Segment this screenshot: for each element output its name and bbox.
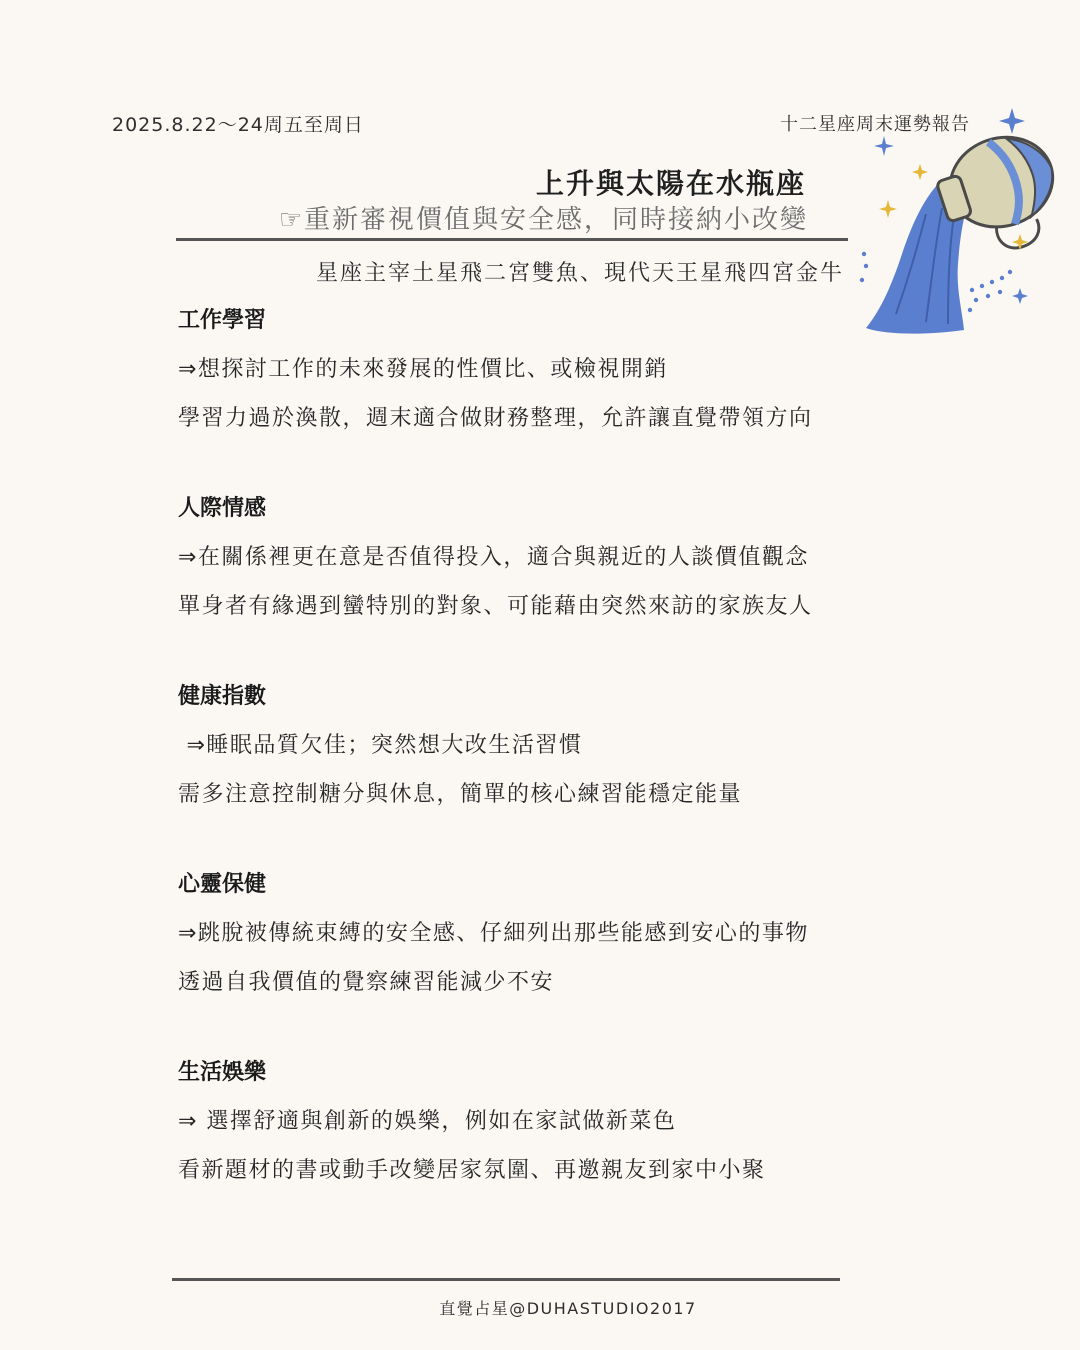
subheadline: ☞重新審視價值與安全感，同時接納小改變	[278, 205, 808, 235]
section-line: ⇒在關係裡更在意是否值得投入，適合與親近的人談價值觀念	[178, 545, 809, 570]
star-icon	[999, 108, 1025, 134]
section-relationships	[178, 494, 938, 641]
star-icon	[874, 136, 894, 156]
section-line: 單身者有緣遇到蠻特別的對象、可能藉由突然來訪的家族友人	[178, 594, 813, 619]
section-line: 需多注意控制糖分與休息，簡單的核心練習能穩定能量	[178, 782, 743, 807]
section-line: 看新題材的書或動手改變居家氛圍、再邀親友到家中小聚	[178, 1158, 766, 1183]
section-leisure	[178, 1058, 938, 1205]
section-line: ⇒ 選擇舒適與創新的娛樂，例如在家試做新菜色	[178, 1109, 677, 1134]
section-title: 心靈保健	[178, 872, 267, 897]
section-line: 學習力過於渙散，週末適合做財務整理，允許讓直覺帶領方向	[178, 406, 813, 431]
series-title: 十二星座周末運勢報告	[780, 114, 970, 135]
headline: 上升與太陽在水瓶座	[535, 167, 806, 200]
star-icon	[912, 164, 928, 180]
section-work-study	[178, 306, 938, 453]
section-title: 健康指數	[178, 684, 267, 709]
section-line: ⇒想探討工作的未來發展的性價比、或檢視開銷	[178, 357, 668, 382]
ruler-planets-line: 星座主宰土星飛二宮雙魚、現代天王星飛四宮金牛	[315, 261, 844, 286]
star-icon	[1012, 288, 1028, 304]
report-date: 2025.8.22～24周五至周日	[112, 114, 364, 136]
section-health	[178, 682, 938, 829]
section-title: 人際情感	[178, 496, 267, 521]
sections	[178, 306, 938, 1205]
section-title: 工作學習	[178, 308, 267, 333]
bottom-divider	[172, 1278, 840, 1281]
footer-credit: 直覺占星@DUHASTUDIO2017	[439, 1299, 697, 1318]
section-mental-care	[178, 870, 938, 1017]
star-icon	[879, 200, 897, 218]
top-divider	[176, 238, 848, 241]
aquarius-water-jug-icon	[852, 104, 1062, 340]
section-line: ⇒跳脫被傳統束縛的安全感、仔細列出那些能感到安心的事物	[178, 921, 809, 946]
section-line: 透過自我價值的覺察練習能減少不安	[178, 970, 555, 995]
section-title: 生活娛樂	[178, 1060, 267, 1085]
section-line: ⇒睡眠品質欠佳；突然想大改生活習慣	[178, 733, 583, 758]
